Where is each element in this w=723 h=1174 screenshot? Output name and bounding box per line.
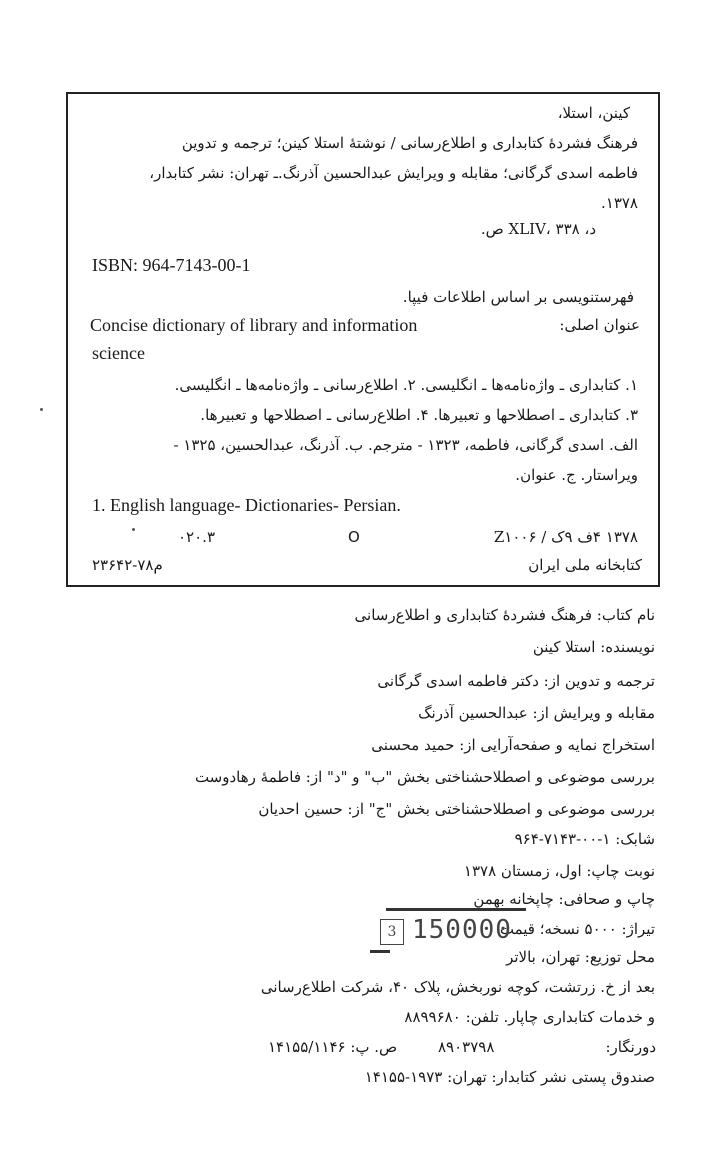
original-title-label: عنوان اصلی:	[559, 316, 640, 334]
margin-dot	[40, 408, 43, 411]
catalog-original-title	[90, 314, 640, 336]
colophon-circulation: تیراژ: ۵۰۰۰ نسخه؛ قیمت	[499, 920, 655, 938]
colophon-book-name: نام کتاب: فرهنگ فشردهٔ کتابداری و اطلاع‌رسانی	[354, 606, 655, 624]
colophon-fax: ۸۹۰۳۷۹۸	[438, 1038, 495, 1056]
price-stamp	[372, 913, 512, 949]
catalog-library-row	[92, 554, 642, 578]
dewey-number: ۰۲۰.۳	[178, 528, 215, 546]
catalog-subject-en: 1. English language- Dictionaries- Persian.	[92, 495, 401, 515]
catalog-card	[66, 92, 660, 587]
colophon-postbox: صندوق پستی نشر کتابدار: تهران: ۱۹۷۳-۱۴۱۵۵	[364, 1068, 655, 1086]
colophon-review1: بررسی موضوعی و اصطلاحشناختی بخش "ب" و "د" از: فاطمهٔ رهادوست	[194, 768, 655, 786]
catalog-author: کینن، استلا،	[557, 104, 630, 122]
record-number: م۷۸-۲۳۶۴۲	[92, 556, 163, 574]
library-name: کتابخانه ملی ایران	[528, 556, 642, 574]
colophon-distribution: محل توزیع: تهران، بالاتر	[506, 948, 655, 966]
catalog-subjects-line2: ۳. کتابداری ـ اصطلاحها و تعبیرها. ۴. اطلاع‌رسانی ـ اصطلاحها و تعبیرها.	[200, 406, 638, 424]
colophon-address1: بعد از خ. زرتشت، کوچه نوربخش، پلاک ۴۰، شرکت اطلاع‌رسانی	[260, 978, 655, 996]
colophon-review2: بررسی موضوعی و اصطلاحشناختی بخش "ج" از: حسین احدیان	[258, 800, 655, 818]
catalog-classification-row	[178, 526, 638, 550]
colophon-editor: مقابله و ویرایش از: عبدالحسین آذرنگ	[418, 704, 655, 722]
catalog-pages: د، XLIV، ۳۳۸ ص.	[480, 220, 596, 238]
catalog-subjects-line3: الف. اسدی گرگانی، فاطمه، ۱۳۲۳ - مترجم. ب. آذرنگ، عبدالحسین، ۱۳۲۵ -	[173, 436, 638, 454]
catalog-isbn: ISBN: 964-7143-00-1	[92, 255, 251, 275]
colophon-pobox: ص. پ: ۱۴۱۵۵/۱۱۴۶	[268, 1038, 398, 1056]
price-left-tick	[370, 950, 390, 953]
colophon-printing: چاپ و صحافی: چاپخانه بهمن	[473, 890, 655, 908]
catalog-subjects-line1: ۱. کتابداری ـ واژه‌نامه‌ها ـ انگلیسی. ۲. اطلاع‌رسانی ـ واژه‌نامه‌ها ـ انگلیسی.	[174, 376, 638, 394]
colophon-author: نویسنده: استلا کینن	[532, 638, 655, 656]
circle-mark: O	[348, 528, 360, 546]
colophon-contact-row	[268, 1036, 656, 1060]
catalog-year: ۱۳۷۸.	[600, 194, 638, 212]
catalog-title-line1: فرهنگ فشردهٔ کتابداری و اطلاع‌رسانی / نوشتهٔ استلا کینن؛ ترجمه و تدوین	[181, 134, 638, 152]
margin-dot	[132, 528, 135, 531]
colophon-edition: نوبت چاپ: اول، زمستان ۱۳۷۸	[463, 862, 655, 880]
colophon-index: استخراج نمایه و صفحه‌آرایی از: حمید محسنی	[371, 736, 655, 754]
original-title-en-cont: science	[92, 343, 145, 363]
colophon-translator: ترجمه و تدوین از: دکتر فاطمه اسدی گرگانی	[377, 672, 655, 690]
call-number: ۱۳۷۸ ۴ف ۹ک / Z۱۰۰۶	[493, 528, 638, 546]
colophon-isbn: شابک: ۱-۰۰-۷۱۴۳-۹۶۴	[514, 830, 655, 848]
stamp-mark: 3	[380, 919, 404, 945]
original-title-en: Concise dictionary of library and information	[90, 315, 418, 335]
colophon-address2: و خدمات کتابداری چاپار. تلفن: ۸۸۹۹۶۸۰	[404, 1008, 655, 1026]
price-top-rule	[386, 908, 526, 911]
catalog-title-line2: فاطمه اسدی گرگانی؛ مقابله و ویرایش عبدالحسین آذرنگ.ـ تهران: نشر کتابدار،	[149, 164, 638, 182]
catalog-fipa: فهرستنویسی بر اساس اطلاعات فیپا.	[402, 288, 634, 306]
catalog-subjects-line4: ویراستار. ج. عنوان.	[515, 466, 638, 484]
colophon-fax-label: دورنگار:	[605, 1038, 656, 1056]
price-stamp-number: 150000	[412, 915, 512, 945]
